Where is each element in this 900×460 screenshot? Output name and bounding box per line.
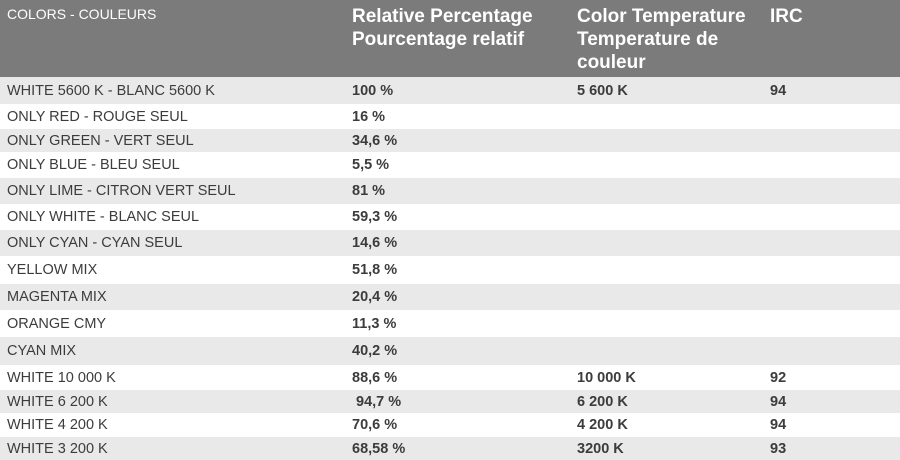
cell-color: ONLY CYAN - CYAN SEUL bbox=[7, 235, 183, 251]
cell-percent: 59,3 % bbox=[352, 209, 398, 225]
table-row bbox=[0, 337, 900, 365]
cell-color: ONLY RED - ROUGE SEUL bbox=[7, 108, 188, 125]
cell-irc: 93 bbox=[770, 440, 787, 457]
cell-percent: 40,2 % bbox=[352, 343, 398, 359]
cell-temperature: 4 200 K bbox=[577, 417, 628, 433]
header-relative-fr: Pourcentage relatif bbox=[352, 29, 525, 50]
header-temp-fr-2: couleur bbox=[577, 52, 646, 73]
cell-color: WHITE 3 200 K bbox=[7, 440, 108, 457]
table-row bbox=[0, 413, 900, 437]
table-row bbox=[0, 178, 900, 204]
cell-percent: 70,6 % bbox=[352, 417, 398, 433]
cell-percent: 100 % bbox=[352, 82, 394, 99]
cell-percent: 68,58 % bbox=[352, 440, 406, 457]
cell-temperature: 6 200 K bbox=[577, 393, 628, 410]
cell-color: ONLY WHITE - BLANC SEUL bbox=[7, 209, 200, 225]
cell-temperature: 3200 K bbox=[577, 440, 624, 457]
table-row bbox=[0, 129, 900, 152]
cell-percent: 94,7 % bbox=[356, 393, 402, 410]
cell-percent: 5,5 % bbox=[352, 157, 390, 173]
cell-color: ONLY LIME - CITRON VERT SEUL bbox=[7, 183, 236, 199]
table-row bbox=[0, 204, 900, 230]
table-row bbox=[0, 390, 900, 413]
header-temp-en: Color Temperature bbox=[577, 6, 746, 27]
cell-temperature: 10 000 K bbox=[577, 369, 636, 386]
header-relative-percentage bbox=[352, 5, 533, 51]
cell-irc: 94 bbox=[770, 393, 787, 410]
cell-percent: 88,6 % bbox=[352, 369, 398, 386]
cell-percent: 81 % bbox=[352, 183, 386, 199]
cell-irc: 94 bbox=[770, 82, 787, 99]
table-row bbox=[0, 310, 900, 337]
cell-irc: 94 bbox=[770, 417, 787, 433]
table-row bbox=[0, 77, 900, 104]
cell-color: WHITE 10 000 K bbox=[7, 369, 116, 386]
cell-percent: 51,8 % bbox=[352, 262, 398, 278]
table-row bbox=[0, 437, 900, 460]
cell-color: MAGENTA MIX bbox=[7, 289, 107, 305]
cell-color: ORANGE CMY bbox=[7, 315, 107, 332]
header-relative-en: Relative Percentage bbox=[352, 6, 533, 27]
cell-percent: 34,6 % bbox=[352, 132, 398, 149]
cell-color: WHITE 6 200 K bbox=[7, 393, 108, 410]
cell-percent: 14,6 % bbox=[352, 235, 398, 251]
header-temp-fr-1: Temperature de bbox=[577, 29, 719, 50]
cell-percent: 16 % bbox=[352, 108, 386, 125]
cell-temperature: 5 600 K bbox=[577, 82, 628, 99]
cell-color: WHITE 4 200 K bbox=[7, 417, 108, 433]
table-row bbox=[0, 230, 900, 256]
cell-color: YELLOW MIX bbox=[7, 262, 98, 278]
cell-color: WHITE 5600 K - BLANC 5600 K bbox=[7, 82, 215, 99]
header-irc: IRC bbox=[770, 6, 803, 27]
table-row bbox=[0, 284, 900, 310]
header-color-temperature bbox=[577, 5, 746, 74]
cell-color: ONLY GREEN - VERT SEUL bbox=[7, 132, 194, 149]
cell-percent: 11,3 % bbox=[352, 315, 397, 332]
table-row bbox=[0, 104, 900, 129]
table-row bbox=[0, 256, 900, 284]
table-header bbox=[0, 0, 900, 77]
cell-color: CYAN MIX bbox=[7, 343, 77, 359]
cell-color: ONLY BLUE - BLEU SEUL bbox=[7, 157, 180, 173]
cell-percent: 20,4 % bbox=[352, 289, 398, 305]
header-colors: COLORS - COULEURS bbox=[7, 6, 157, 22]
table-row bbox=[0, 152, 900, 178]
table-row bbox=[0, 365, 900, 390]
cell-irc: 92 bbox=[770, 369, 787, 386]
